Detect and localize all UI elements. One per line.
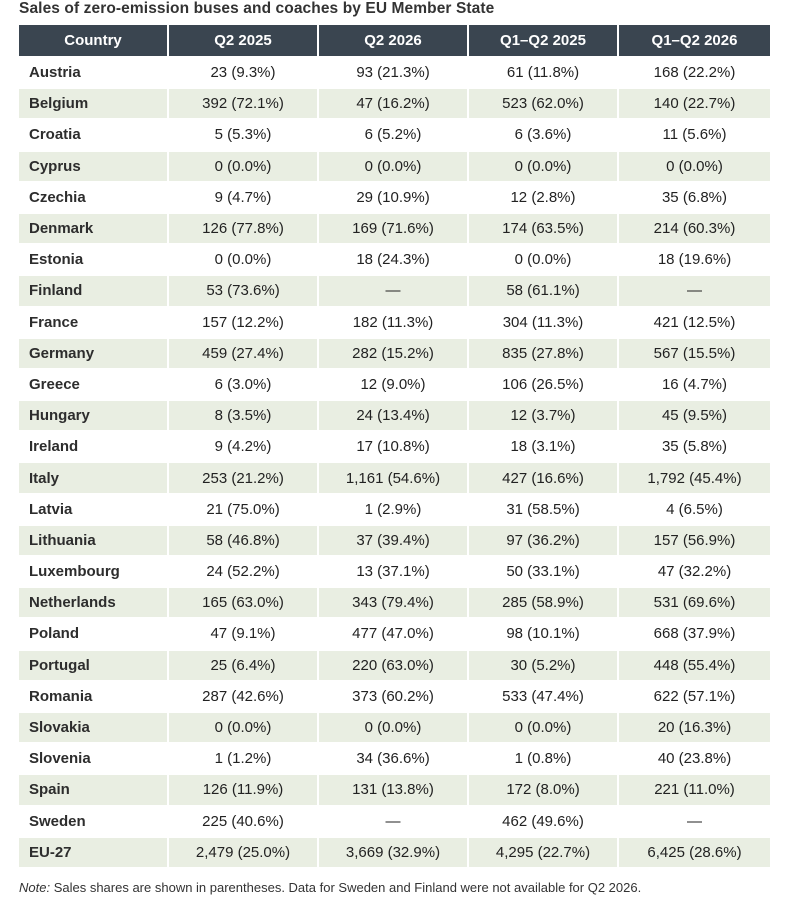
value-cell: 392 (72.1%): [169, 87, 319, 118]
value-cell: 50 (33.1%): [469, 555, 619, 586]
value-cell: 34 (36.6%): [319, 742, 469, 773]
value-cell: 172 (8.0%): [469, 773, 619, 804]
value-cell: 35 (6.8%): [619, 181, 770, 212]
footnote: [19, 880, 641, 895]
value-cell: 47 (16.2%): [319, 87, 469, 118]
value-cell: 0 (0.0%): [169, 150, 319, 181]
column-header-q2-2026: Q2 2026: [319, 25, 469, 56]
value-cell: 459 (27.4%): [169, 337, 319, 368]
table-row: [19, 773, 770, 804]
value-cell: 373 (60.2%): [319, 680, 469, 711]
column-header-q1-q2-2026: Q1–Q2 2026: [619, 25, 770, 56]
value-cell: 17 (10.8%): [319, 430, 469, 461]
country-cell: Hungary: [19, 399, 169, 430]
country-cell: Sweden: [19, 805, 169, 836]
value-cell: 24 (13.4%): [319, 399, 469, 430]
table-body: [19, 56, 770, 867]
country-cell: Finland: [19, 274, 169, 305]
table-row: [19, 306, 770, 337]
value-cell: 25 (6.4%): [169, 649, 319, 680]
country-cell: Denmark: [19, 212, 169, 243]
value-cell: 157 (56.9%): [619, 524, 770, 555]
value-cell: 0 (0.0%): [619, 150, 770, 181]
table-row: [19, 586, 770, 617]
value-cell: 2,479 (25.0%): [169, 836, 319, 867]
country-cell: Croatia: [19, 118, 169, 149]
value-cell: 0 (0.0%): [319, 150, 469, 181]
value-cell: 220 (63.0%): [319, 649, 469, 680]
value-cell: 169 (71.6%): [319, 212, 469, 243]
value-cell: 24 (52.2%): [169, 555, 319, 586]
table-row: [19, 212, 770, 243]
value-cell: 8 (3.5%): [169, 399, 319, 430]
value-cell: 0 (0.0%): [469, 150, 619, 181]
country-cell: EU-27: [19, 836, 169, 867]
value-cell: 58 (61.1%): [469, 274, 619, 305]
value-cell: 47 (9.1%): [169, 617, 319, 648]
value-cell: 1 (1.2%): [169, 742, 319, 773]
value-cell: 18 (19.6%): [619, 243, 770, 274]
value-cell: 37 (39.4%): [319, 524, 469, 555]
value-cell: 0 (0.0%): [319, 711, 469, 742]
value-cell: 225 (40.6%): [169, 805, 319, 836]
value-cell: 287 (42.6%): [169, 680, 319, 711]
country-cell: Greece: [19, 368, 169, 399]
table-row: [19, 118, 770, 149]
value-cell: 427 (16.6%): [469, 461, 619, 492]
value-cell: 11 (5.6%): [619, 118, 770, 149]
value-cell: 567 (15.5%): [619, 337, 770, 368]
country-cell: France: [19, 306, 169, 337]
value-cell: 531 (69.6%): [619, 586, 770, 617]
country-cell: Cyprus: [19, 150, 169, 181]
value-cell: 1 (2.9%): [319, 493, 469, 524]
country-cell: Italy: [19, 461, 169, 492]
value-cell: 20 (16.3%): [619, 711, 770, 742]
country-cell: Romania: [19, 680, 169, 711]
country-cell: Luxembourg: [19, 555, 169, 586]
value-cell: 285 (58.9%): [469, 586, 619, 617]
country-cell: Netherlands: [19, 586, 169, 617]
value-cell: 6,425 (28.6%): [619, 836, 770, 867]
value-cell: 45 (9.5%): [619, 399, 770, 430]
value-cell: —: [319, 805, 469, 836]
value-cell: 131 (13.8%): [319, 773, 469, 804]
value-cell: 174 (63.5%): [469, 212, 619, 243]
column-header-q2-2025: Q2 2025: [169, 25, 319, 56]
value-cell: 40 (23.8%): [619, 742, 770, 773]
value-cell: 4,295 (22.7%): [469, 836, 619, 867]
value-cell: 12 (9.0%): [319, 368, 469, 399]
country-cell: Slovenia: [19, 742, 169, 773]
table-row: [19, 555, 770, 586]
value-cell: 282 (15.2%): [319, 337, 469, 368]
value-cell: 21 (75.0%): [169, 493, 319, 524]
table-row: [19, 150, 770, 181]
value-cell: 106 (26.5%): [469, 368, 619, 399]
value-cell: 0 (0.0%): [169, 711, 319, 742]
country-cell: Slovakia: [19, 711, 169, 742]
value-cell: 168 (22.2%): [619, 56, 770, 87]
country-cell: Poland: [19, 617, 169, 648]
table-row: [19, 430, 770, 461]
table-row: [19, 337, 770, 368]
value-cell: —: [619, 274, 770, 305]
value-cell: 61 (11.8%): [469, 56, 619, 87]
value-cell: 253 (21.2%): [169, 461, 319, 492]
country-cell: Ireland: [19, 430, 169, 461]
value-cell: 53 (73.6%): [169, 274, 319, 305]
table-row: [19, 461, 770, 492]
value-cell: 477 (47.0%): [319, 617, 469, 648]
value-cell: 462 (49.6%): [469, 805, 619, 836]
table-row: [19, 399, 770, 430]
value-cell: 835 (27.8%): [469, 337, 619, 368]
value-cell: 622 (57.1%): [619, 680, 770, 711]
country-cell: Spain: [19, 773, 169, 804]
column-header-country: Country: [19, 25, 169, 56]
value-cell: 12 (3.7%): [469, 399, 619, 430]
value-cell: 668 (37.9%): [619, 617, 770, 648]
footnote-label: Note:: [19, 880, 51, 895]
country-cell: Czechia: [19, 181, 169, 212]
value-cell: 157 (12.2%): [169, 306, 319, 337]
country-cell: Lithuania: [19, 524, 169, 555]
value-cell: 9 (4.2%): [169, 430, 319, 461]
table-row: [19, 680, 770, 711]
value-cell: 16 (4.7%): [619, 368, 770, 399]
value-cell: 214 (60.3%): [619, 212, 770, 243]
table-row: [19, 493, 770, 524]
value-cell: 533 (47.4%): [469, 680, 619, 711]
table-row: [19, 274, 770, 305]
value-cell: 0 (0.0%): [469, 711, 619, 742]
footnote-text: Sales shares are shown in parentheses. Data for Sweden and Finland were not available for Q2 2026.: [50, 880, 642, 895]
value-cell: 165 (63.0%): [169, 586, 319, 617]
value-cell: 12 (2.8%): [469, 181, 619, 212]
value-cell: —: [319, 274, 469, 305]
total-row: [19, 836, 770, 867]
table-row: [19, 56, 770, 87]
value-cell: 126 (77.8%): [169, 212, 319, 243]
table-row: [19, 524, 770, 555]
value-cell: 97 (36.2%): [469, 524, 619, 555]
value-cell: 6 (3.6%): [469, 118, 619, 149]
value-cell: 221 (11.0%): [619, 773, 770, 804]
table-row: [19, 805, 770, 836]
table-row: [19, 742, 770, 773]
table-row: [19, 649, 770, 680]
value-cell: 0 (0.0%): [469, 243, 619, 274]
value-cell: 0 (0.0%): [169, 243, 319, 274]
sales-table: [19, 25, 770, 867]
table-row: [19, 87, 770, 118]
value-cell: —: [619, 805, 770, 836]
value-cell: 5 (5.3%): [169, 118, 319, 149]
value-cell: 58 (46.8%): [169, 524, 319, 555]
value-cell: 1 (0.8%): [469, 742, 619, 773]
value-cell: 93 (21.3%): [319, 56, 469, 87]
country-cell: Latvia: [19, 493, 169, 524]
value-cell: 6 (5.2%): [319, 118, 469, 149]
table-title: Sales of zero-emission buses and coaches by EU Member State: [19, 0, 495, 17]
value-cell: 126 (11.9%): [169, 773, 319, 804]
value-cell: 30 (5.2%): [469, 649, 619, 680]
value-cell: 13 (37.1%): [319, 555, 469, 586]
country-cell: Germany: [19, 337, 169, 368]
value-cell: 1,161 (54.6%): [319, 461, 469, 492]
country-cell: Austria: [19, 56, 169, 87]
country-cell: Estonia: [19, 243, 169, 274]
value-cell: 3,669 (32.9%): [319, 836, 469, 867]
table-row: [19, 243, 770, 274]
value-cell: 6 (3.0%): [169, 368, 319, 399]
value-cell: 140 (22.7%): [619, 87, 770, 118]
value-cell: 47 (32.2%): [619, 555, 770, 586]
value-cell: 1,792 (45.4%): [619, 461, 770, 492]
column-header-q1-q2-2025: Q1–Q2 2025: [469, 25, 619, 56]
value-cell: 421 (12.5%): [619, 306, 770, 337]
table-row: [19, 368, 770, 399]
country-cell: Belgium: [19, 87, 169, 118]
value-cell: 343 (79.4%): [319, 586, 469, 617]
value-cell: 9 (4.7%): [169, 181, 319, 212]
value-cell: 98 (10.1%): [469, 617, 619, 648]
value-cell: 448 (55.4%): [619, 649, 770, 680]
value-cell: 35 (5.8%): [619, 430, 770, 461]
value-cell: 182 (11.3%): [319, 306, 469, 337]
value-cell: 23 (9.3%): [169, 56, 319, 87]
value-cell: 29 (10.9%): [319, 181, 469, 212]
country-cell: Portugal: [19, 649, 169, 680]
header-row: [19, 25, 770, 56]
value-cell: 18 (3.1%): [469, 430, 619, 461]
table-row: [19, 617, 770, 648]
value-cell: 4 (6.5%): [619, 493, 770, 524]
table-row: [19, 181, 770, 212]
value-cell: 31 (58.5%): [469, 493, 619, 524]
value-cell: 523 (62.0%): [469, 87, 619, 118]
value-cell: 18 (24.3%): [319, 243, 469, 274]
table-row: [19, 711, 770, 742]
value-cell: 304 (11.3%): [469, 306, 619, 337]
